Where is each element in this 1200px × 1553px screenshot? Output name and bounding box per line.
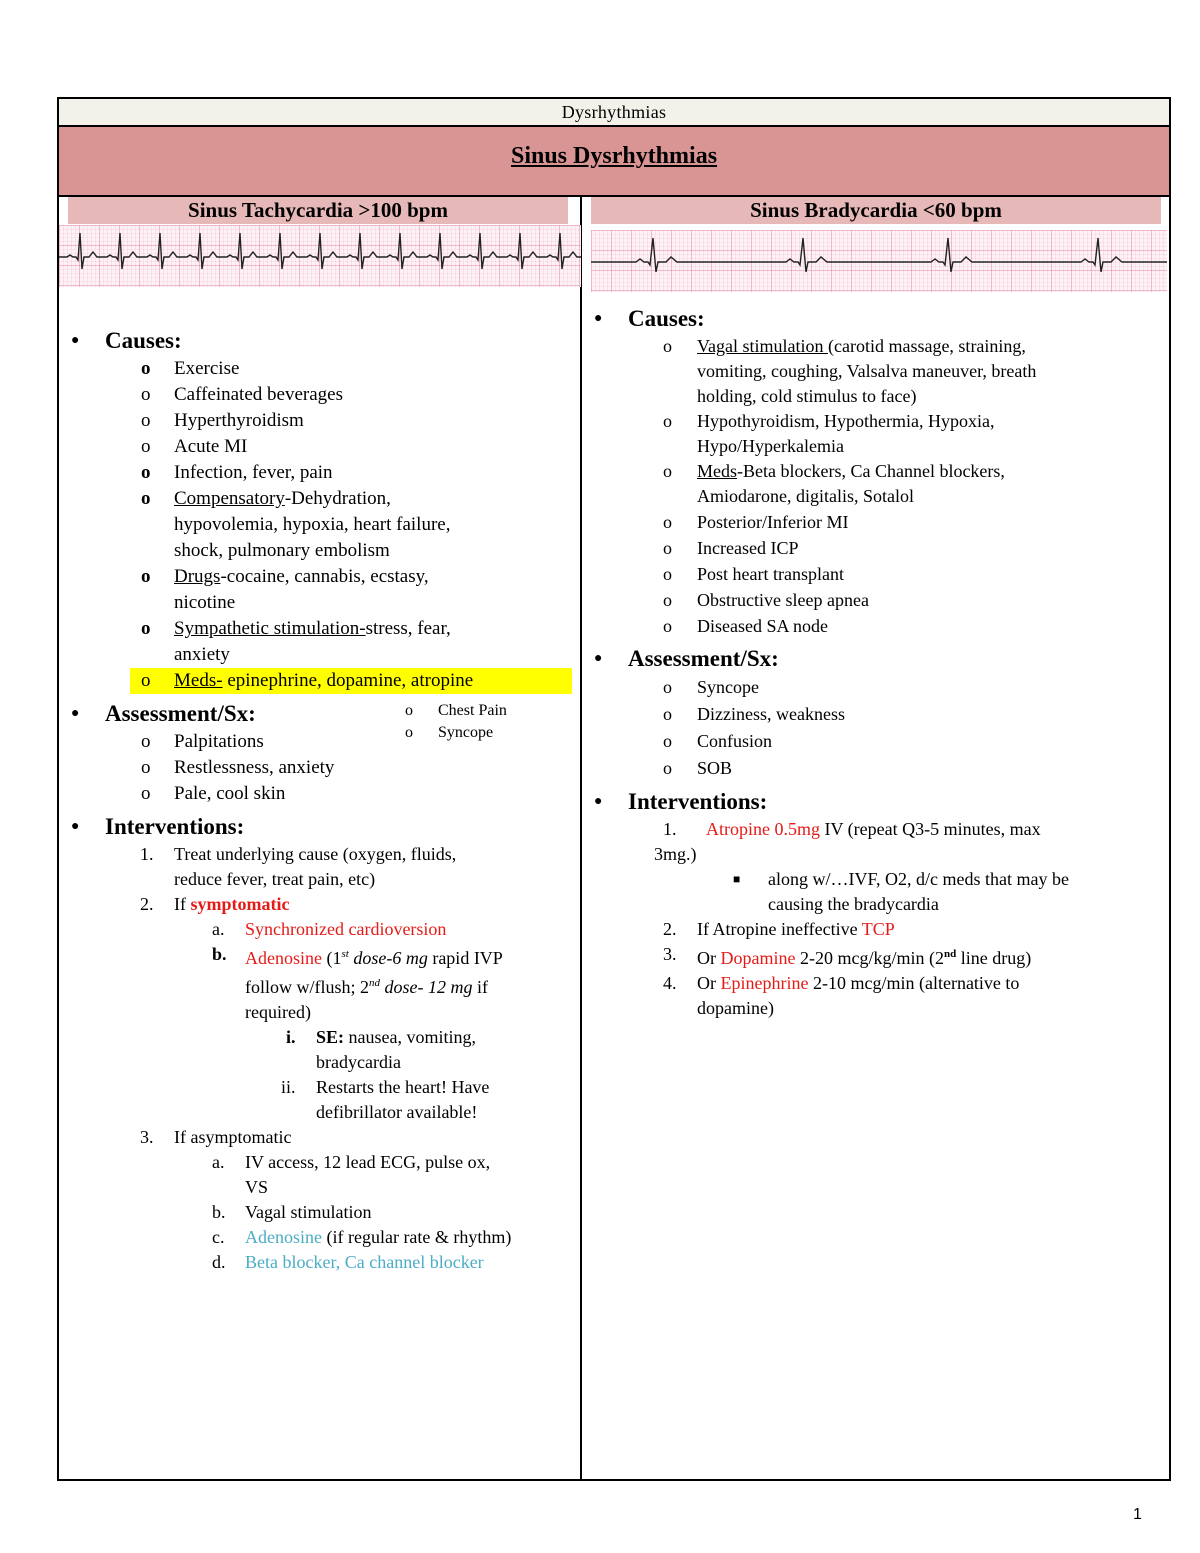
- list-item: o Dizziness, weakness: [663, 704, 845, 724]
- list-item: i. SE: nausea, vomiting, bradycardia: [286, 1027, 476, 1072]
- list-item: a. Synchronized cardioversion: [212, 919, 447, 939]
- sinus-bradycardia-header: Sinus Bradycardia <60 bpm: [591, 197, 1161, 224]
- assessment-heading: ● Assessment/Sx:: [582, 643, 1172, 674]
- bradycardia-ecg-strip: [591, 230, 1167, 292]
- causes-list: [582, 334, 1172, 639]
- list-item: o Confusion: [663, 731, 773, 751]
- causes-heading: ● Causes:: [582, 303, 1172, 334]
- list-item: b. Vagal stimulation: [212, 1202, 372, 1222]
- asymptomatic-sublist: [174, 1150, 579, 1275]
- list-item: 3. If asymptomatic: [140, 1127, 292, 1147]
- list-item-compensatory: o Compensatory-Dehydration, hypovolemia, hypoxia, heart failure, shock, pulmonary embolism: [141, 488, 451, 561]
- symptomatic-sublist: [174, 917, 579, 1125]
- bradycardia-content: [582, 299, 1172, 1021]
- list-item: o Exercise: [141, 358, 240, 379]
- list-item: o Syncope: [405, 724, 494, 741]
- causes-list: [59, 356, 579, 694]
- list-item: o Obstructive sleep apnea: [663, 590, 869, 610]
- sinus-tachycardia-header: Sinus Tachycardia >100 bpm: [68, 197, 568, 224]
- dysrhythmias-table: [57, 97, 1171, 1481]
- adenosine-sublist: [245, 1025, 579, 1125]
- list-item: o Palpitations: [141, 731, 264, 752]
- list-item: o Restlessness, anxiety: [141, 757, 335, 778]
- list-item: o Chest Pain: [405, 702, 507, 719]
- tachycardia-content: [59, 321, 579, 1275]
- interventions-heading: ● Interventions:: [582, 786, 1172, 817]
- assessment-list: [582, 674, 1172, 782]
- list-item-sympathetic: o Sympathetic stimulation-stress, fear, anxiety: [141, 618, 451, 665]
- list-item: o Pale, cool skin: [141, 783, 286, 804]
- tachycardia-ecg-strip: [59, 225, 581, 287]
- list-item: o SOB: [663, 758, 733, 778]
- list-item: 4. Or Epinephrine 2-10 mcg/min (alternative to dopamine): [663, 973, 1020, 1018]
- list-item-meds: o Meds-Beta blockers, Ca Channel blockers, Amiodarone, digitalis, Sotalol: [663, 461, 1005, 506]
- assessment-side-list: [405, 700, 507, 744]
- list-item: ii. Restarts the heart! Have defibrillator available!: [281, 1077, 490, 1122]
- document-title: Dysrhythmias: [59, 99, 1169, 127]
- section-title-row: [59, 127, 1169, 197]
- assessment-block: [59, 698, 579, 807]
- interventions-list: [582, 817, 1172, 1021]
- list-item: 2. If Atropine ineffective TCP: [663, 919, 895, 939]
- list-item: a. IV access, 12 lead ECG, pulse ox, VS: [212, 1152, 491, 1197]
- list-item: o Infection, fever, pain: [141, 462, 333, 483]
- list-item-sub: ■ along w/…IVF, O2, d/c meds that may be causing the bradycardia: [733, 869, 1070, 914]
- list-item: o Acute MI: [141, 436, 248, 457]
- list-item: o Posterior/Inferior MI: [663, 512, 849, 532]
- list-item: 3. Or Dopamine 2-20 mcg/kg/min (2nd line drug): [663, 944, 1032, 968]
- assessment-heading: ● Assessment/Sx:: [59, 698, 579, 729]
- list-item: o Diseased SA node: [663, 616, 828, 636]
- list-item: c. Adenosine (if regular rate & rhythm): [212, 1227, 512, 1247]
- list-item: o Post heart transplant: [663, 564, 844, 584]
- list-item: d. Beta blocker, Ca channel blocker: [212, 1252, 484, 1272]
- list-item: o Hyperthyroidism: [141, 410, 304, 431]
- list-item-meds-highlight: o Meds- epinephrine, dopamine, atropine: [130, 668, 572, 694]
- list-item: 1. Treat underlying cause (oxygen, fluids, reduce fever, treat pain, etc): [140, 844, 457, 889]
- interventions-list: [59, 842, 579, 1275]
- list-item: o Syncope: [663, 677, 759, 697]
- list-item: 2. If symptomatic: [140, 894, 290, 914]
- list-item: o Hypothyroidism, Hypothermia, Hypoxia, Hypo/Hyperkalemia: [663, 411, 995, 456]
- interventions-heading: ● Interventions:: [59, 811, 579, 842]
- list-item: 1. Atropine 0.5mg IV (repeat Q3-5 minutes, max 3mg.): [654, 819, 1041, 864]
- page-number: 1: [1133, 1506, 1142, 1523]
- causes-heading: ● Causes:: [59, 325, 579, 356]
- list-item: o Increased ICP: [663, 538, 799, 558]
- section-title: Sinus Dysrhythmias: [510, 143, 718, 169]
- list-item: b. Adenosine (1st dose-6 mg rapid IVP follow w/flush; 2nd dose- 12 mg if required): [212, 944, 503, 1022]
- list-item-drugs: o Drugs-cocaine, cannabis, ecstasy, nicotine: [141, 566, 429, 613]
- list-item: o Caffeinated beverages: [141, 384, 343, 405]
- list-item-vagal: o Vagal stimulation (carotid massage, straining, vomiting, coughing, Valsalva maneuver, breath holding, cold stimulus to face): [663, 336, 1037, 406]
